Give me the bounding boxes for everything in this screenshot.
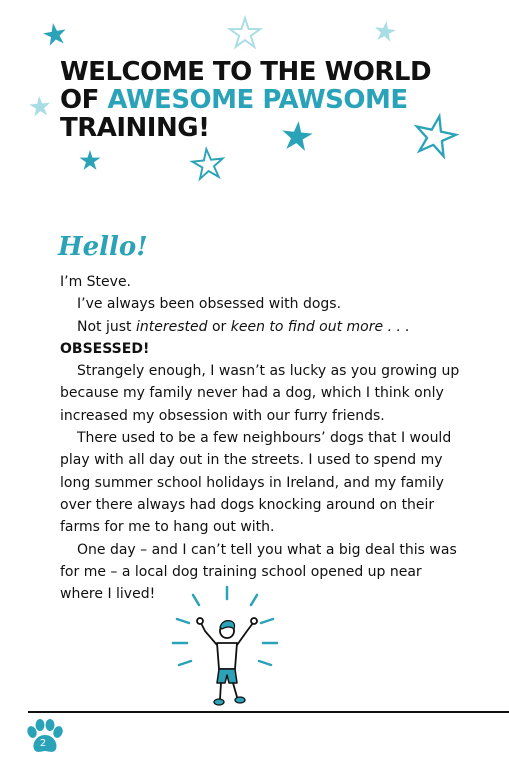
ground-line <box>28 711 509 713</box>
greeting: Hello! <box>58 232 148 262</box>
star-icon <box>42 21 68 46</box>
paragraph: There used to be a few neighbours’ dogs that I would play with all day out in the streets. I used to spend my long summer school holidays in Ireland, and my family over there always had dogs knocking around on their farms for me to hang out with. <box>60 430 452 536</box>
star-icon <box>230 18 260 47</box>
paragraph-text: or <box>207 318 231 335</box>
paragraph: I’ve always been obsessed with dogs. <box>77 296 342 313</box>
emphasis-text: interested <box>135 318 208 335</box>
paragraph <box>60 316 460 338</box>
title-line-2-prefix: OF <box>60 85 108 115</box>
star-icon <box>191 147 224 179</box>
star-icon <box>373 20 396 43</box>
paragraph: One day – and I can’t tell you what a big deal this was for me – a local dog training school opened up near where I lived! <box>60 541 457 603</box>
paragraph: I’m Steve. <box>60 274 132 290</box>
paragraph: Strangely enough, I wasn’t as lucky as you growing up because my family never had a dog, which I think only increased my obsession with our furry friends. <box>60 363 460 424</box>
emphasis-text: keen to find out more . . . <box>230 318 410 335</box>
title-line-3: TRAINING! <box>60 113 210 143</box>
paw-print-icon <box>24 716 64 756</box>
star-icon <box>80 150 101 170</box>
body-text <box>60 271 460 605</box>
star-icon <box>29 95 52 117</box>
paragraph-emphasis: OBSESSED! <box>60 340 150 357</box>
title-line-2-accent: AWESOME PAWSOME <box>107 85 408 115</box>
paragraph-text: Not just <box>77 318 136 335</box>
page-title <box>60 58 480 142</box>
page-number: 2 <box>39 738 47 749</box>
cheering-boy-illustration <box>165 585 295 715</box>
title-line-1: WELCOME TO THE WORLD <box>60 57 432 87</box>
